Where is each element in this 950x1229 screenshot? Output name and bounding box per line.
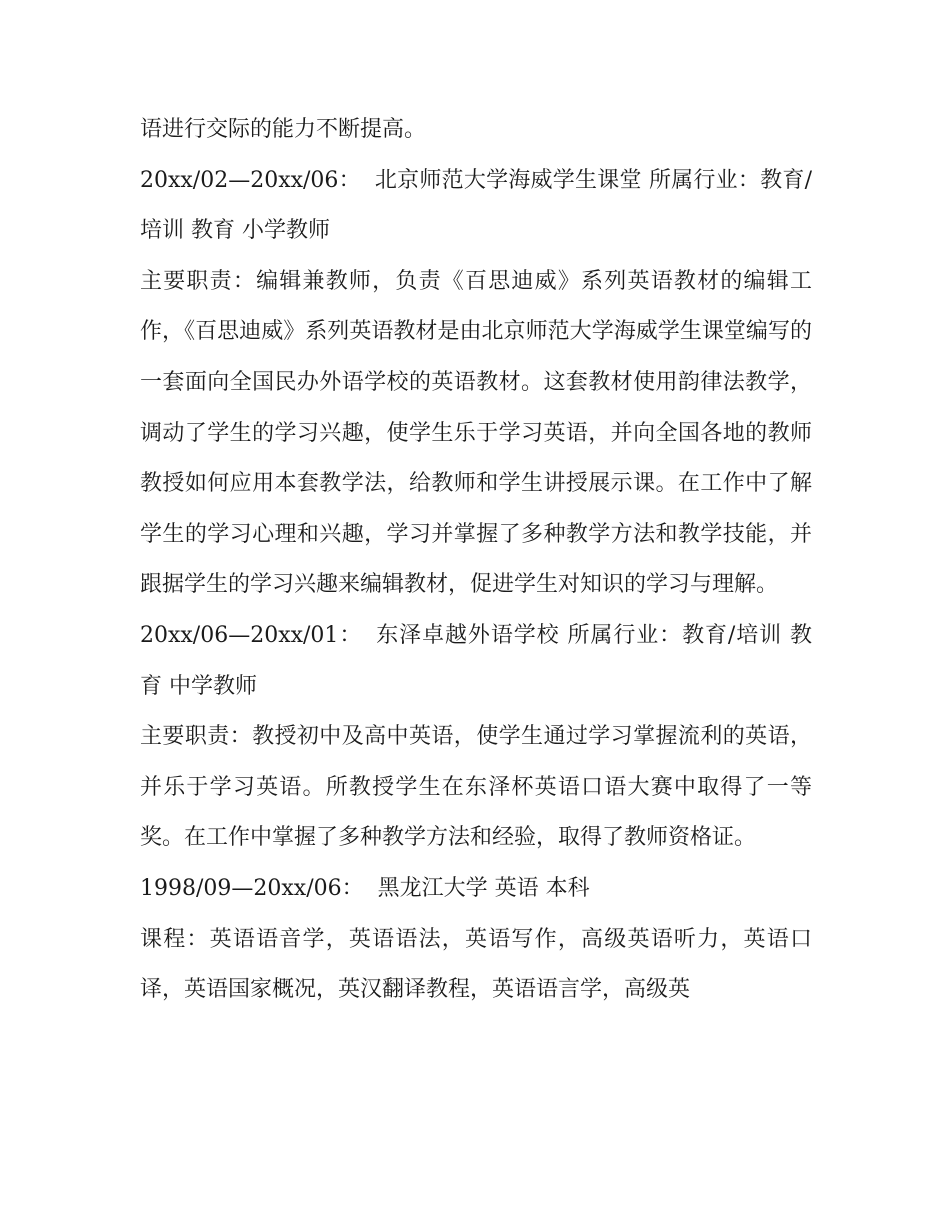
- education-period: 1998/09—20xx/06：: [140, 875, 364, 901]
- job-1-heading: [140, 156, 812, 257]
- intro-tail-text: 语进行交际的能力不断提高。: [140, 117, 427, 142]
- job-1-duties: 主要职责：编辑兼教师，负责《百思迪威》系列英语教材的编辑工作，《百思迪威》系列英语教材是由北京师范大学海威学生课堂编写的一套面向全国民办外语学校的英语教材。这套教材使用韵律法教学，调动了学生的学习兴趣，使学生乐于学习英语，并向全国各地的教师教授如何应用本套教学法，给教师和学生讲授展示课。在工作中了解学生的学习心理和兴趣，学习并掌握了多种教学方法和教学技能，并跟据学生的学习兴趣来编辑教材，促进学生对知识的学习与理解。: [140, 268, 812, 598]
- job-2-period: 20xx/06—20xx/01：: [140, 622, 363, 648]
- job-1-period: 20xx/02—20xx/06：: [140, 167, 361, 193]
- education-headline: 黑龙江大学 英语 本科: [377, 875, 590, 901]
- education-heading: [140, 864, 812, 915]
- job-2-heading: [140, 611, 812, 712]
- resume-body: [140, 105, 812, 1016]
- job-2-headline: 东泽卓越外语学校 所属行业：教育/培训 教育 中学教师: [140, 622, 812, 699]
- education-courses: 课程：英语语音学，英语语法，英语写作，高级英语听力，英语口译，英语国家概况，英汉翻译教程，英语语言学，高级英: [140, 926, 812, 1003]
- job-1-headline: 北京师范大学海威学生课堂 所属行业：教育/培训 教育 小学教师: [140, 167, 812, 244]
- job-2-duties: 主要职责：教授初中及高中英语，使学生通过学习掌握流利的英语，并乐于学习英语。所教授学生在东泽杯英语口语大赛中取得了一等奖。在工作中掌握了多种教学方法和经验，取得了教师资格证。: [140, 724, 812, 851]
